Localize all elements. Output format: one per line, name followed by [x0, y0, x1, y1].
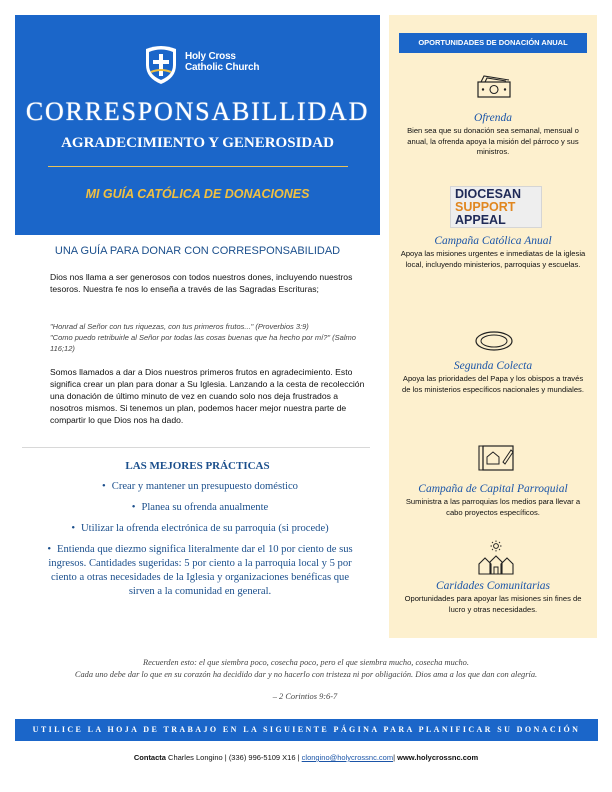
collection-plate-icon [474, 330, 514, 352]
page-title: CORRESPONSABILLIDAD [25, 97, 370, 126]
intro-heading: UNA GUÍA PARA DONAR CON CORRESPONSABILIDAD [54, 245, 341, 257]
email-link[interactable]: clongino@holycrossnc.com [301, 753, 394, 762]
item-title: Ofrenda [474, 112, 512, 124]
community-houses-icon [476, 540, 516, 576]
item-title: Segunda Colecta [453, 360, 533, 372]
list-item-text: Entienda que diezmo significa literalmente dar el 10 por ciento de sus ingresos. Cantidades sugeridas: 5 por ciento a la parroquia local y 5 por ciento a otras necesidades de la Iglesia y organizaciones benéficas que sirven a la comunidad en general. [48, 544, 353, 597]
bullet-icon: • [131, 502, 136, 513]
list-item-text: Crear y mantener un presupuesto doméstico [111, 481, 298, 492]
bullet-icon: • [71, 523, 76, 534]
money-icon [476, 73, 512, 99]
logo-line-1: Holy Cross [185, 51, 236, 62]
verse-line-2: Cada uno debe dar lo que en su corazón ha decidido dar y no hacerlo con tristeza ni por obligación. Dios ama a los que dan con alegría. [74, 669, 538, 679]
best-practices-heading: LAS MEJORES PRÁCTICAS [125, 460, 270, 472]
verse-reference: – 2 Corintios 9:6-7 [272, 692, 338, 701]
list-item [40, 480, 360, 494]
list-item [40, 501, 360, 515]
separator: | [393, 753, 396, 762]
quote-psalm: "Como puedo retribuirle al Señor por todas las cosas buenas que ha hecho por mí?" (Salmo 116;12) [50, 333, 356, 353]
item-description: Suministra a las parroquias los medios para llevar a cabo proyectos específicos. [405, 497, 581, 517]
guide-title: MI GUÍA CATÓLICA DE DONACIONES [85, 187, 310, 201]
list-item [40, 522, 360, 536]
giving-item-ofrenda [399, 112, 587, 158]
worksheet-banner: UTILICE LA HOJA DE TRABAJO EN LA SIGUIENTE PÁGINA PARA PLANIFICAR SU DONACIÓN [15, 719, 598, 741]
giving-item-campana-anual [399, 235, 587, 270]
bullet-icon: • [47, 544, 52, 555]
separator: | [297, 753, 300, 762]
giving-item-caridades [399, 580, 587, 615]
building-plan-icon [477, 442, 517, 474]
giving-item-segunda-colecta [399, 360, 587, 395]
header-divider [48, 166, 348, 167]
item-description: Apoya las prioridades del Papa y los obispos a través de los ministerios específicos nacionales y mundiales. [402, 374, 584, 394]
logo-line-2: Catholic Church [185, 62, 260, 73]
page-subtitle: AGRADECIMIENTO Y GENEROSIDAD [61, 135, 334, 151]
item-description: Oportunidades para apoyar las misiones sin fines de lucro y otras necesidades. [404, 594, 582, 614]
bullet-icon: • [102, 481, 106, 492]
contact-name: Charles Longino [168, 753, 223, 762]
item-title: Caridades Comunitarias [435, 580, 551, 592]
list-item-text: Utilizar la ofrenda electrónica de su parroquia (si procede) [81, 523, 329, 534]
contact-line [0, 753, 612, 762]
list-item-text: Planea su ofrenda anualmente [141, 502, 269, 513]
scripture-verse [20, 657, 592, 680]
item-title: Campaña Católica Anual [434, 235, 552, 247]
verse-line-1: Recuerden esto: el que siembra poco, cosecha poco, pero el que siembra mucho, cosecha mucho. [143, 658, 469, 667]
intro-paragraph-2: Somos llamados a dar a Dios nuestros primeros frutos en agradecimiento. Esto significa crear un plan para donar a Su Iglesia. Lanzando a la cesta de recolección una donación de último minuto de vez en cuando solo nos deja frustrados a nosotros mismos. Si tenemos un plan, podemos hacer mejor nuestra parte de compartir lo que Dios nos ha dado. [50, 367, 365, 425]
quote-proverbs: "Honrad al Señor con tus riquezas, con tus primeros frutos..." (Proverbios 3:9) [50, 322, 309, 331]
item-description: Bien sea que su donación sea semanal, mensual o anual, la ofrenda apoya la misión del párroco y sus ministros. [407, 126, 579, 156]
website-link[interactable]: www.holycrossnc.com [397, 753, 479, 762]
panel-heading: OPORTUNIDADES DE DONACIÓN ANUAL [399, 33, 587, 53]
cross-shield-icon [143, 45, 179, 85]
separator: | [224, 753, 227, 762]
parish-logo [143, 45, 283, 91]
section-divider [22, 447, 370, 448]
contact-phone: (336) 996-5109 X16 [228, 753, 296, 762]
header-banner [15, 15, 380, 235]
intro-paragraph-1: Dios nos llama a ser generosos con todos nuestros dones, incluyendo nuestros tesoros. Nuestra fe nos lo enseña a través de las Sagradas Escrituras; [50, 272, 353, 294]
item-description: Apoya las misiones urgentes e inmediatas de la iglesia local, incluyendo ministerios, parroquias y escuelas. [400, 249, 586, 269]
scripture-quotes [50, 321, 370, 354]
list-item [40, 543, 360, 599]
giving-item-capital-parroquial [399, 483, 587, 518]
diocesan-support-appeal-logo: DIOCESAN SUPPORT APPEAL [450, 186, 542, 228]
best-practices-list [40, 480, 360, 606]
contact-label: Contacta [133, 753, 166, 762]
item-title: Campaña de Capital Parroquial [418, 483, 568, 495]
